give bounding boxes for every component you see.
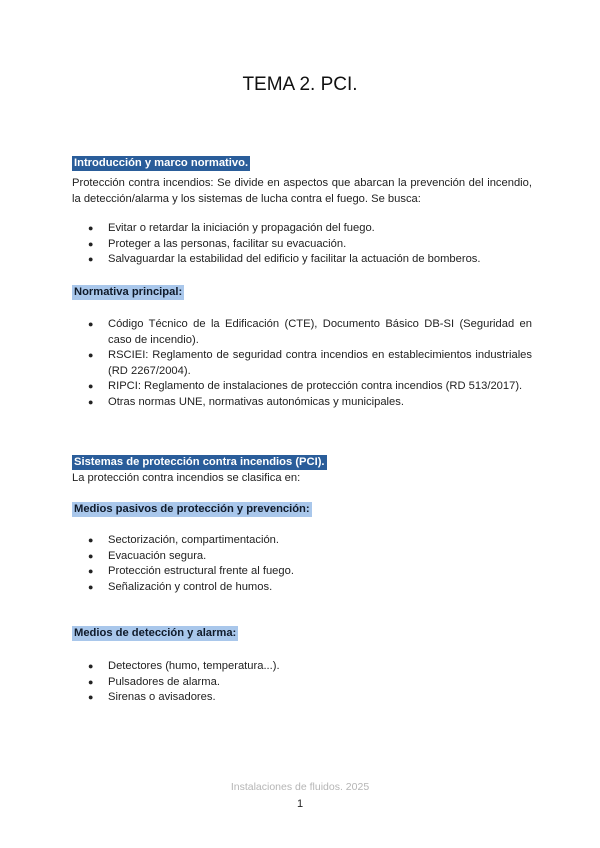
list-item: ● Evitar o retardar la iniciación y propagación del fuego. bbox=[72, 221, 532, 237]
page-number: 1 bbox=[296, 798, 304, 810]
list-item: ● Pulsadores de alarma. bbox=[72, 675, 532, 691]
list-item: ● Señalización y control de humos. bbox=[72, 580, 532, 596]
bullet-icon: ● bbox=[88, 550, 94, 561]
sistemas-paragraph: La protección contra incendios se clasifica en: bbox=[72, 472, 301, 484]
list-item: ● Detectores (humo, temperatura...). bbox=[72, 659, 532, 675]
heading-sistemas: Sistemas de protección contra incendios (PCI). bbox=[74, 456, 325, 468]
bullet-icon: ● bbox=[88, 350, 94, 360]
bullet-icon: ● bbox=[88, 566, 94, 576]
deteccion-list bbox=[72, 659, 532, 706]
heading-medios-pasivos: Medios pasivos de protección y prevención: bbox=[74, 503, 310, 515]
bullet-icon: ● bbox=[88, 319, 94, 329]
list-item: ● Evacuación segura. bbox=[72, 549, 532, 565]
heading-deteccion-alarma: Medios de detección y alarma: bbox=[74, 627, 237, 639]
bullet-icon: ● bbox=[88, 381, 94, 391]
bullet-icon: ● bbox=[88, 581, 94, 592]
page-footer: Instalaciones de fluidos. 2025 bbox=[230, 781, 370, 793]
bullet-icon: ● bbox=[88, 396, 94, 407]
list-item: ● Proteger a las personas, facilitar su evacuación. bbox=[72, 237, 532, 253]
normativa-list bbox=[72, 317, 532, 410]
bullet-icon: ● bbox=[88, 223, 94, 233]
heading-normativa: Normativa principal: bbox=[74, 286, 183, 298]
bullet-icon: ● bbox=[88, 661, 94, 671]
bullet-icon: ● bbox=[88, 676, 94, 687]
list-item: ● Otras normas UNE, normativas autonómicas y municipales. bbox=[72, 395, 532, 411]
intro-paragraph: Protección contra incendios: Se divide en aspectos que abarcan la prevención del incendio, la detección/alarma y los sistemas de lucha contra el fuego. Se busca: bbox=[72, 177, 532, 205]
list-item: ● Código Técnico de la Edificación (CTE), Documento Básico DB-SI (Seguridad en caso de incendio). bbox=[88, 318, 532, 346]
bullet-icon: ● bbox=[88, 254, 94, 264]
page-title: TEMA 2. PCI. bbox=[242, 74, 358, 95]
bullet-icon: ● bbox=[88, 692, 94, 702]
list-item: ● Sectorización, compartimentación. bbox=[72, 533, 532, 549]
list-item: ● RIPCI: Reglamento de instalaciones de protección contra incendios (RD 513/2017). bbox=[72, 379, 532, 395]
list-item: ● Sirenas o avisadores. bbox=[72, 690, 532, 706]
list-item: ● Salvaguardar la estabilidad del edificio y facilitar la actuación de bomberos. bbox=[72, 252, 532, 268]
heading-introduccion: Introducción y marco normativo. bbox=[74, 157, 249, 169]
bullet-icon: ● bbox=[88, 238, 94, 249]
pasivos-list bbox=[72, 533, 532, 595]
bullet-icon: ● bbox=[88, 535, 94, 545]
list-item: ● RSCIEI: Reglamento de seguridad contra incendios en establecimientos industriales (RD 2267/2004). bbox=[88, 349, 532, 377]
intro-list bbox=[72, 221, 532, 268]
list-item: ● Protección estructural frente al fuego. bbox=[72, 564, 532, 580]
